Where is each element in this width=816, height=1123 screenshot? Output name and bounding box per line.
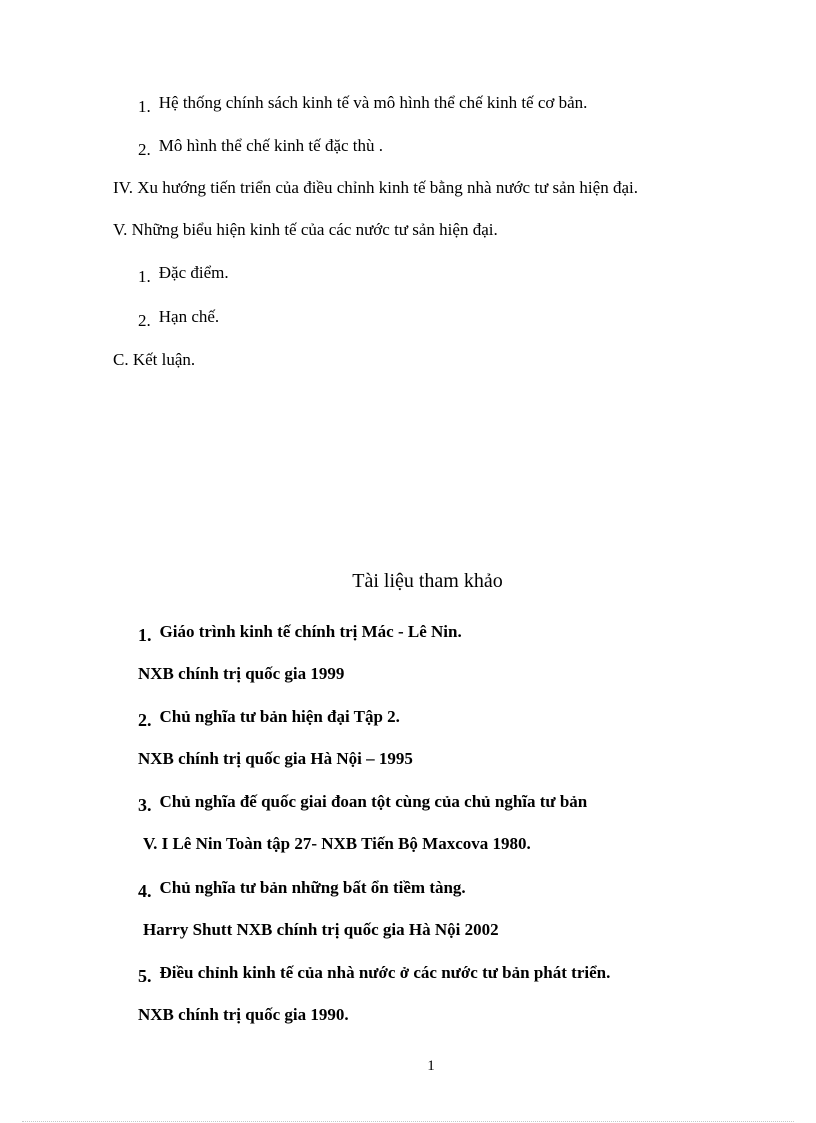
reference-title: Chủ nghĩa tư bản những bất ổn tiềm tàng. <box>159 878 466 897</box>
page-bottom-border <box>22 1121 794 1122</box>
list-item-text: Hạn chế. <box>158 307 220 326</box>
references-heading: Tài liệu tham khảo <box>352 570 503 592</box>
reference-5-publisher: NXB chính trị quốc gia 1990. <box>138 1005 349 1024</box>
list-number: 2. <box>138 140 151 159</box>
list-number: 1. <box>138 267 151 286</box>
reference-3-title <box>138 791 588 815</box>
outline-item-v-1 <box>138 263 229 286</box>
reference-number: 4. <box>138 881 152 901</box>
reference-title: Điều chỉnh kinh tế của nhà nước ở các nước tư bản phát triển. <box>159 963 611 982</box>
list-number: 2. <box>138 311 151 330</box>
outline-section-v: V. Những biểu hiện kinh tế của các nước tư sản hiện đại. <box>113 220 498 239</box>
reference-number: 1. <box>138 625 152 645</box>
reference-2-title <box>138 706 400 730</box>
outline-section-iv: IV. Xu hướng tiến triển của điều chỉnh kinh tế bằng nhà nước tư sản hiện đại. <box>113 178 638 197</box>
outline-section-c: C. Kết luận. <box>113 350 196 369</box>
reference-number: 2. <box>138 710 152 730</box>
reference-title: Chủ nghĩa tư bản hiện đại Tập 2. <box>159 707 400 726</box>
list-item-text: Mô hình thể chế kinh tế đặc thù . <box>158 136 384 155</box>
reference-5-title <box>138 962 611 986</box>
reference-4-publisher: Harry Shutt NXB chính trị quốc gia Hà Nội 2002 <box>143 920 499 939</box>
reference-number: 3. <box>138 795 152 815</box>
outline-item-iii-2 <box>138 136 384 159</box>
outline-item-iii-1 <box>138 93 588 116</box>
reference-1-title <box>138 621 462 645</box>
reference-2-publisher: NXB chính trị quốc gia Hà Nội – 1995 <box>138 749 413 768</box>
reference-title: Chủ nghĩa đế quốc giai đoan tột cùng của chủ nghĩa tư bản <box>159 792 588 811</box>
outline-item-v-2 <box>138 307 220 330</box>
reference-number: 5. <box>138 966 152 986</box>
list-number: 1. <box>138 97 151 116</box>
reference-4-title <box>138 877 466 901</box>
list-item-text: Đặc điểm. <box>158 263 229 282</box>
reference-1-publisher: NXB chính trị quốc gia 1999 <box>138 664 345 683</box>
reference-3-publisher: V. I Lê Nin Toàn tập 27- NXB Tiến Bộ Maxcova 1980. <box>143 834 531 853</box>
reference-title: Giáo trình kinh tế chính trị Mác - Lê Nin. <box>159 622 462 641</box>
page-number: 1 <box>427 1058 435 1074</box>
list-item-text: Hệ thống chính sách kinh tế và mô hình thể chế kinh tế cơ bản. <box>158 93 588 112</box>
